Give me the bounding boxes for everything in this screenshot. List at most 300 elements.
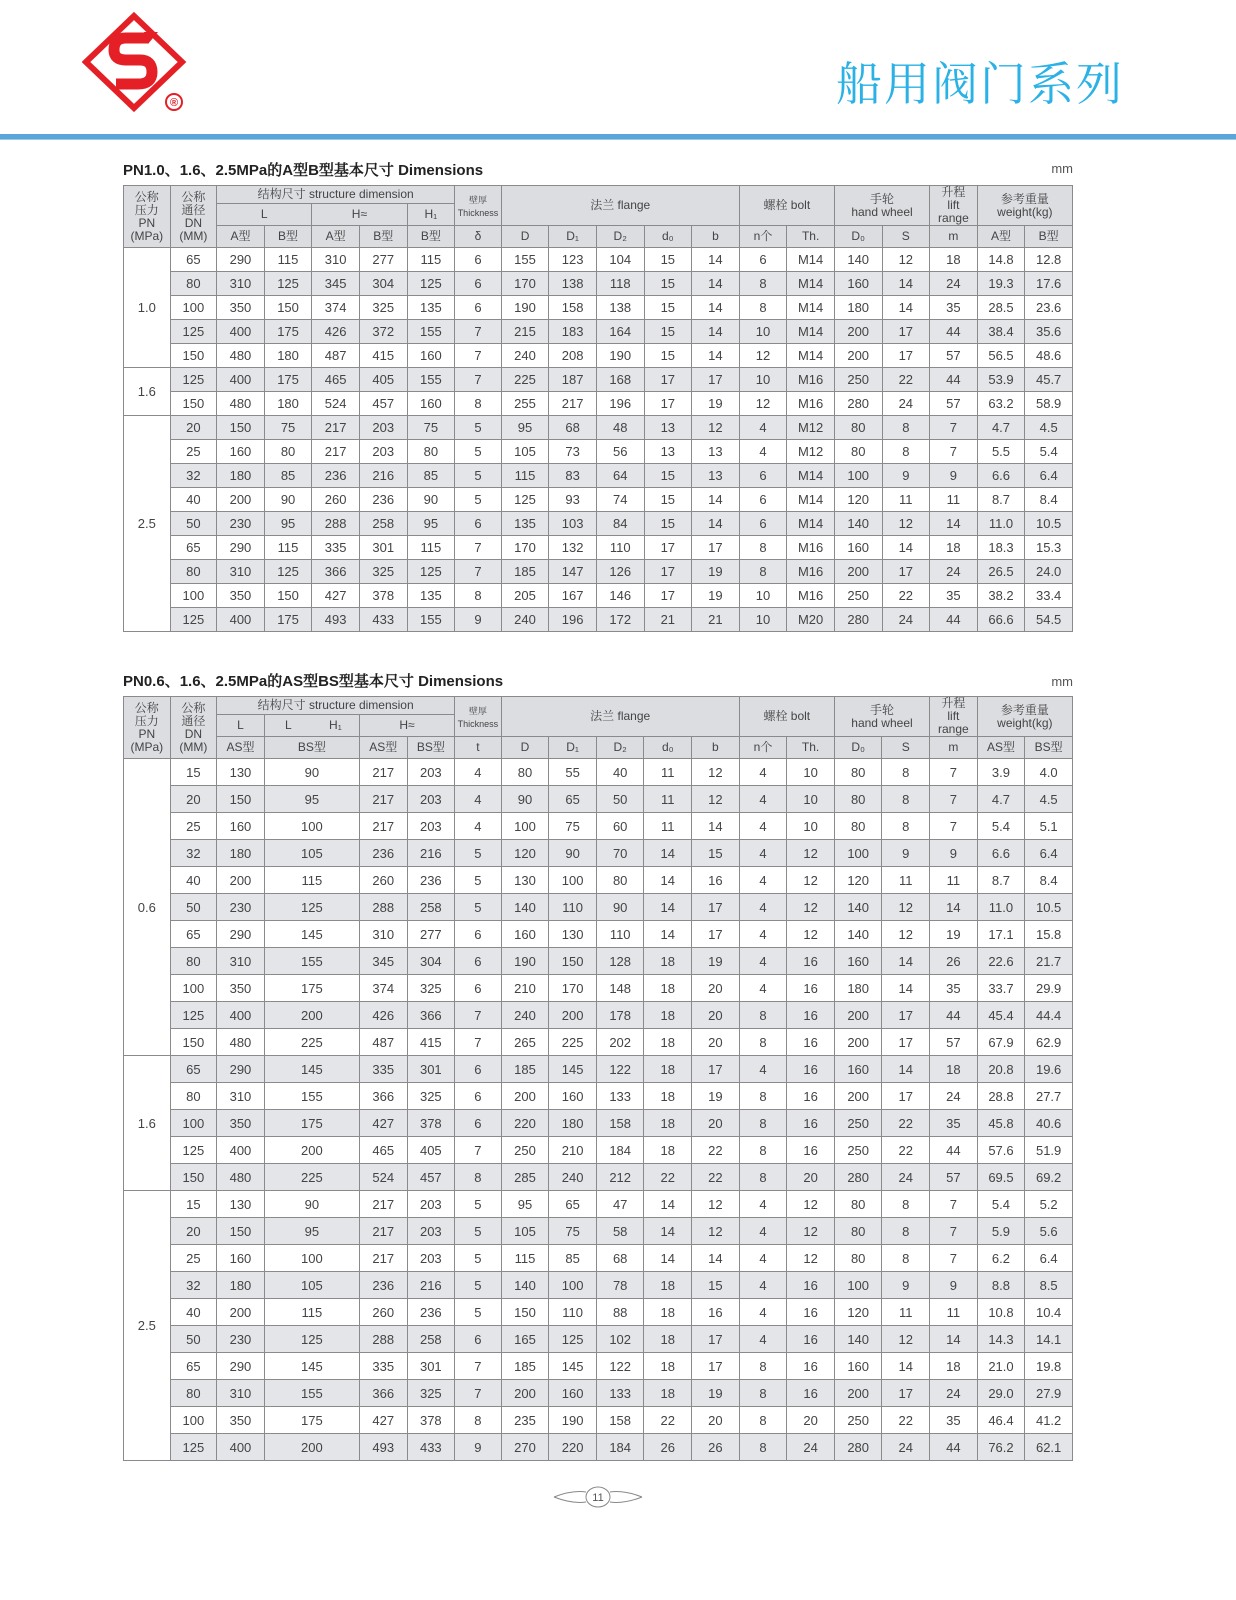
- table-cell: 230: [217, 512, 265, 536]
- table-cell: 457: [359, 392, 407, 416]
- table-cell: 133: [596, 1083, 644, 1110]
- table-cell: 374: [359, 975, 407, 1002]
- table-cell: 217: [359, 1245, 407, 1272]
- table-cell: 175: [264, 1110, 359, 1137]
- table-cell: 6: [739, 488, 787, 512]
- table-cell: 32: [170, 1272, 217, 1299]
- table-cell: 24: [882, 1164, 930, 1191]
- table-cell: 104: [596, 248, 644, 272]
- table-cell: 12: [787, 894, 835, 921]
- table-row: [124, 1191, 1073, 1218]
- table-cell: 4: [739, 1272, 787, 1299]
- table-cell: 7: [455, 1380, 502, 1407]
- table-cell: 8: [739, 1164, 787, 1191]
- table-cell: 4: [455, 813, 502, 840]
- table-cell: 6: [455, 248, 502, 272]
- table-cell: 7: [455, 560, 502, 584]
- table-cell: 6: [455, 1083, 502, 1110]
- table-cell: 325: [359, 296, 407, 320]
- table-cell: 8: [739, 1110, 787, 1137]
- table-cell: 14: [930, 1326, 978, 1353]
- table-cell: 125: [170, 320, 217, 344]
- subheader-cell: D: [501, 226, 549, 248]
- table-cell: 135: [407, 296, 455, 320]
- table-cell: 203: [359, 440, 407, 464]
- table-cell: 7: [930, 759, 978, 786]
- subheader-cell: D₂: [596, 226, 644, 248]
- table-cell: 8: [739, 1407, 787, 1434]
- table-cell: 100: [170, 584, 217, 608]
- table-cell: 8: [455, 1164, 502, 1191]
- table-cell: 125: [407, 272, 455, 296]
- table-cell: 125: [407, 560, 455, 584]
- table-cell: 16: [692, 1299, 740, 1326]
- table-cell: 95: [264, 786, 359, 813]
- table-cell: 200: [264, 1137, 359, 1164]
- table-cell: 14: [882, 272, 930, 296]
- table-row: [124, 368, 1073, 392]
- header-flange: 法兰 flange: [501, 186, 739, 226]
- table-cell: 285: [501, 1164, 549, 1191]
- table-row: [124, 786, 1073, 813]
- table-cell: 65: [170, 248, 217, 272]
- table-cell: 150: [264, 296, 312, 320]
- table-row: [124, 1272, 1073, 1299]
- subheader-cell: d₀: [644, 737, 692, 759]
- table-cell: 145: [264, 1353, 359, 1380]
- table-cell: 158: [549, 296, 597, 320]
- table-cell: 105: [501, 1218, 549, 1245]
- table-cell: 200: [549, 1002, 597, 1029]
- table-cell: 350: [217, 975, 265, 1002]
- subheader-cell: D₂: [596, 737, 644, 759]
- table-cell: 110: [596, 921, 644, 948]
- table-cell: 17: [644, 368, 692, 392]
- subheader-cell: D₀: [834, 737, 882, 759]
- table-cell: 80: [834, 416, 882, 440]
- table-cell: 80: [407, 440, 455, 464]
- table-cell: 155: [264, 948, 359, 975]
- table-cell: 150: [501, 1299, 549, 1326]
- table-cell: 65: [549, 786, 597, 813]
- table-cell: 90: [264, 488, 312, 512]
- table-cell: 9: [930, 464, 978, 488]
- table-cell: 155: [501, 248, 549, 272]
- table-cell: 5.4: [1025, 440, 1073, 464]
- table-cell: 480: [217, 1164, 265, 1191]
- table-cell: 217: [312, 416, 360, 440]
- table-cell: 170: [501, 272, 549, 296]
- subheader-cell: A型: [217, 226, 265, 248]
- table-cell: 28.5: [977, 296, 1025, 320]
- table-cell: 6: [455, 975, 502, 1002]
- header-hand-wheel: 手轮 hand wheel: [834, 186, 929, 226]
- table-cell: 7: [930, 1218, 978, 1245]
- table-cell: 5: [455, 894, 502, 921]
- table-cell: 4: [739, 416, 787, 440]
- table-cell: 160: [407, 392, 455, 416]
- table-cell: 180: [834, 296, 882, 320]
- table-cell: 115: [264, 536, 312, 560]
- subheader-cell: Th.: [787, 737, 835, 759]
- table-cell: 11: [644, 759, 692, 786]
- table-cell: 24: [787, 1434, 835, 1461]
- subheader-cell: δ: [455, 226, 502, 248]
- table-cell: 150: [549, 948, 597, 975]
- table-cell: 7: [930, 813, 978, 840]
- table-cell: 44: [930, 368, 978, 392]
- table-cell: 7: [455, 1353, 502, 1380]
- table-cell: 250: [834, 1407, 882, 1434]
- table-cell: 427: [359, 1407, 407, 1434]
- table-cell: 301: [407, 1056, 455, 1083]
- table-cell: 21.7: [1025, 948, 1073, 975]
- table-cell: 335: [359, 1353, 407, 1380]
- table-cell: 10: [739, 368, 787, 392]
- table-cell: 33.4: [1025, 584, 1073, 608]
- table-cell: 225: [264, 1029, 359, 1056]
- table-cell: 290: [217, 1353, 265, 1380]
- table-cell: 22: [882, 584, 930, 608]
- table-cell: 8: [739, 272, 787, 296]
- table-cell: 22: [882, 1137, 930, 1164]
- table-cell: 255: [501, 392, 549, 416]
- table-cell: 22: [882, 368, 930, 392]
- table-cell: 5: [455, 1218, 502, 1245]
- table-cell: 17: [644, 392, 692, 416]
- table-cell: 11: [882, 867, 930, 894]
- table-cell: 140: [501, 894, 549, 921]
- table-cell: 21: [644, 608, 692, 632]
- table-cell: 8: [882, 786, 930, 813]
- table-cell: 80: [834, 813, 882, 840]
- table-cell: 148: [596, 975, 644, 1002]
- table-cell: 16: [787, 1002, 835, 1029]
- table-cell: 14: [882, 296, 930, 320]
- table-row: [124, 440, 1073, 464]
- table-cell: 288: [359, 1326, 407, 1353]
- table-cell: 8: [455, 392, 502, 416]
- table-row: [124, 272, 1073, 296]
- subheader-cell: BS型: [264, 737, 359, 759]
- table-cell: 100: [834, 1272, 882, 1299]
- table-cell: 280: [834, 608, 882, 632]
- table-cell: 90: [264, 759, 359, 786]
- table-cell: 85: [407, 464, 455, 488]
- table-cell: 27.7: [1025, 1083, 1073, 1110]
- table-cell: 345: [312, 272, 360, 296]
- table-cell: 493: [312, 608, 360, 632]
- table-cell: 200: [834, 1380, 882, 1407]
- table-cell: 78: [596, 1272, 644, 1299]
- table-cell: 85: [549, 1245, 597, 1272]
- table-cell: 4: [739, 1245, 787, 1272]
- table-cell: 14: [882, 975, 930, 1002]
- table-cell: 8: [882, 416, 930, 440]
- table-cell: 6.4: [1025, 1245, 1073, 1272]
- table-cell: M14: [787, 344, 835, 368]
- table-cell: 15: [644, 320, 692, 344]
- table-cell: 427: [359, 1110, 407, 1137]
- table-cell: 200: [834, 560, 882, 584]
- table-cell: 11: [644, 786, 692, 813]
- table-cell: 20: [170, 786, 217, 813]
- table-cell: 200: [217, 488, 265, 512]
- table-cell: 4: [739, 1218, 787, 1245]
- table-cell: 17: [644, 536, 692, 560]
- table-cell: 8: [739, 1380, 787, 1407]
- table-cell: 167: [549, 584, 597, 608]
- table-cell: 8: [739, 536, 787, 560]
- table-cell: 3.9: [977, 759, 1025, 786]
- table-cell: 125: [170, 1002, 217, 1029]
- table-cell: 40: [170, 488, 217, 512]
- table-cell: 155: [407, 608, 455, 632]
- table-cell: 180: [264, 344, 312, 368]
- table-cell: 80: [596, 867, 644, 894]
- header-lift: 升程 lift range: [930, 186, 978, 226]
- table-cell: 14: [882, 1353, 930, 1380]
- table-cell: 125: [170, 1434, 217, 1461]
- table-cell: 325: [407, 1083, 455, 1110]
- table-cell: 208: [549, 344, 597, 368]
- table-cell: 4: [739, 840, 787, 867]
- table-cell: 12: [739, 344, 787, 368]
- table-cell: 4: [739, 1326, 787, 1353]
- table-cell: 14: [644, 1218, 692, 1245]
- table-cell: 465: [312, 368, 360, 392]
- table-cell: 12: [882, 248, 930, 272]
- table-row: [124, 1164, 1073, 1191]
- table-cell: 14: [692, 813, 740, 840]
- header-structure: 结构尺寸 structure dimension: [217, 697, 455, 715]
- subheader-cell: BS型: [1025, 737, 1073, 759]
- table-cell: 200: [217, 867, 265, 894]
- table-cell: 180: [264, 392, 312, 416]
- table-cell: 165: [501, 1326, 549, 1353]
- table-cell: M16: [787, 392, 835, 416]
- table-cell: 88: [596, 1299, 644, 1326]
- header-lift: 升程 lift range: [930, 697, 978, 737]
- table-cell: 7: [455, 1029, 502, 1056]
- table1-title: PN1.0、1.6、2.5MPa的A型B型基本尺寸 Dimensions: [123, 162, 484, 179]
- table-cell: 15: [170, 759, 217, 786]
- table-cell: 24: [882, 1434, 930, 1461]
- table-cell: 20: [170, 1218, 217, 1245]
- table-cell: 125: [170, 608, 217, 632]
- table-cell: 8: [882, 813, 930, 840]
- table-cell: 200: [834, 1083, 882, 1110]
- table-cell: 12: [882, 894, 930, 921]
- table-cell: 235: [501, 1407, 549, 1434]
- table-cell: 18: [644, 1029, 692, 1056]
- table-cell: 7: [930, 786, 978, 813]
- table-cell: 160: [407, 344, 455, 368]
- table-cell: 58: [596, 1218, 644, 1245]
- table-cell: 122: [596, 1353, 644, 1380]
- table-cell: 130: [217, 759, 265, 786]
- table-cell: 14: [882, 1056, 930, 1083]
- table-cell: 4: [739, 1191, 787, 1218]
- table-cell: 10: [787, 813, 835, 840]
- table-cell: 145: [264, 1056, 359, 1083]
- table-cell: 110: [596, 536, 644, 560]
- table-cell: 158: [596, 1407, 644, 1434]
- table-cell: 160: [834, 1056, 882, 1083]
- table-cell: 25: [170, 440, 217, 464]
- table-cell: 15: [644, 272, 692, 296]
- table-cell: 67.9: [977, 1029, 1025, 1056]
- table-cell: 290: [217, 921, 265, 948]
- table-cell: 158: [596, 1110, 644, 1137]
- table-cell: 203: [407, 813, 455, 840]
- table-cell: 200: [834, 320, 882, 344]
- table-cell: 175: [264, 608, 312, 632]
- table-cell: 14: [692, 1245, 740, 1272]
- table-row: [124, 948, 1073, 975]
- table-cell: 15: [644, 464, 692, 488]
- table-cell: 524: [312, 392, 360, 416]
- table-cell: 6: [455, 1056, 502, 1083]
- table-cell: 160: [834, 948, 882, 975]
- table-cell: 415: [407, 1029, 455, 1056]
- table-cell: 22: [692, 1137, 740, 1164]
- table-cell: 95: [264, 1218, 359, 1245]
- table-cell: 16: [787, 1353, 835, 1380]
- table-cell: 10: [739, 320, 787, 344]
- table-cell: 22: [882, 1407, 930, 1434]
- table-cell: 35: [930, 1407, 978, 1434]
- table-cell: 76.2: [977, 1434, 1025, 1461]
- table-cell: 12: [692, 759, 740, 786]
- table-cell: 17.6: [1025, 272, 1073, 296]
- pn-cell: 1.6: [124, 1056, 171, 1191]
- header-pn: 公称 压力 PN (MPa): [124, 186, 171, 248]
- table-cell: 93: [549, 488, 597, 512]
- table-cell: 44: [930, 1137, 978, 1164]
- table-row: [124, 536, 1073, 560]
- table-cell: 400: [217, 1002, 265, 1029]
- table-cell: 58.9: [1025, 392, 1073, 416]
- subheader-cell: n个: [739, 737, 787, 759]
- table-cell: 187: [549, 368, 597, 392]
- table-cell: 225: [264, 1164, 359, 1191]
- subheader-cell: B型: [407, 226, 455, 248]
- table-cell: 23.6: [1025, 296, 1073, 320]
- table-cell: 8: [739, 296, 787, 320]
- table-cell: 203: [359, 416, 407, 440]
- table-cell: 40: [170, 867, 217, 894]
- table-cell: 24: [882, 608, 930, 632]
- table-cell: 13: [692, 440, 740, 464]
- table-cell: 14: [692, 344, 740, 368]
- table-cell: 14: [882, 948, 930, 975]
- table-row: [124, 560, 1073, 584]
- table-cell: 21: [692, 608, 740, 632]
- table-cell: 15.8: [1025, 921, 1073, 948]
- table-cell: 150: [217, 786, 265, 813]
- table-cell: 8: [739, 1029, 787, 1056]
- table-cell: 400: [217, 1434, 265, 1461]
- header-L: L: [284, 718, 292, 733]
- table-cell: 350: [217, 584, 265, 608]
- table-cell: 50: [170, 1326, 217, 1353]
- header-pn: 公称 压力 PN (MPa): [124, 697, 171, 759]
- table-cell: 17: [692, 1353, 740, 1380]
- table-cell: 16: [787, 1056, 835, 1083]
- table-cell: 19: [692, 392, 740, 416]
- table-cell: 132: [549, 536, 597, 560]
- table-cell: 80: [834, 440, 882, 464]
- table-cell: 103: [549, 512, 597, 536]
- table-cell: 115: [407, 536, 455, 560]
- table-cell: 20: [170, 416, 217, 440]
- table-cell: 19.6: [1025, 1056, 1073, 1083]
- table-cell: 80: [834, 759, 882, 786]
- table-cell: 20: [692, 1029, 740, 1056]
- table-cell: 68: [596, 1245, 644, 1272]
- table-cell: 216: [407, 1272, 455, 1299]
- table-cell: 145: [549, 1056, 597, 1083]
- table-cell: 125: [501, 488, 549, 512]
- table-row: [124, 921, 1073, 948]
- table-cell: 196: [596, 392, 644, 416]
- table2-title: PN0.6、1.6、2.5MPa的AS型BS型基本尺寸 Dimensions: [123, 673, 504, 690]
- table-cell: 9: [882, 840, 930, 867]
- subheader-cell: D₁: [549, 737, 597, 759]
- header-H1: H₁: [407, 204, 455, 226]
- table-cell: 8.5: [1025, 1272, 1073, 1299]
- table-cell: 290: [217, 536, 265, 560]
- table-row: [124, 584, 1073, 608]
- table-cell: 18: [930, 1056, 978, 1083]
- table-row: [124, 296, 1073, 320]
- table-cell: M14: [787, 512, 835, 536]
- table-cell: 10: [787, 786, 835, 813]
- table-cell: 250: [834, 1110, 882, 1137]
- table-cell: 138: [549, 272, 597, 296]
- header-L-as: L: [217, 715, 265, 737]
- table-cell: 80: [834, 1218, 882, 1245]
- header-bolt: 螺栓 bolt: [739, 697, 834, 737]
- table-cell: 12: [787, 867, 835, 894]
- table-cell: 14: [692, 272, 740, 296]
- table-cell: 8: [455, 1407, 502, 1434]
- table-cell: 35: [930, 296, 978, 320]
- table-cell: 280: [834, 392, 882, 416]
- table-cell: 6: [455, 921, 502, 948]
- table-cell: 5.5: [977, 440, 1025, 464]
- table-cell: 18: [930, 248, 978, 272]
- table-cell: 44.4: [1025, 1002, 1073, 1029]
- table-cell: 20: [787, 1164, 835, 1191]
- table-cell: 260: [359, 1299, 407, 1326]
- table-cell: 210: [549, 1137, 597, 1164]
- table-cell: 15: [644, 296, 692, 320]
- table-cell: 32: [170, 840, 217, 867]
- table-cell: 196: [549, 608, 597, 632]
- table-cell: 160: [217, 440, 265, 464]
- table-cell: M14: [787, 488, 835, 512]
- table-cell: 15.3: [1025, 536, 1073, 560]
- table-cell: 65: [549, 1191, 597, 1218]
- table-cell: 145: [264, 921, 359, 948]
- table-cell: M20: [787, 608, 835, 632]
- table-cell: 18: [644, 1002, 692, 1029]
- table-cell: 56: [596, 440, 644, 464]
- table-cell: 210: [501, 975, 549, 1002]
- table-cell: 115: [264, 248, 312, 272]
